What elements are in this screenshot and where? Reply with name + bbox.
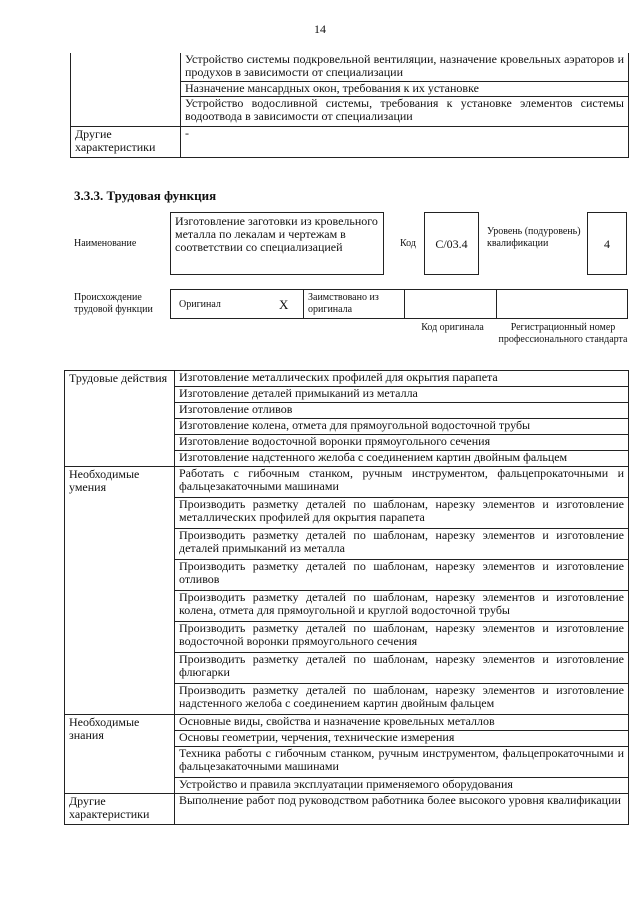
action-item: Изготовление деталей примыканий из металла <box>175 387 629 403</box>
action-item: Изготовление водосточной воронки прямоугольного сечения <box>175 435 629 451</box>
knowledge-item: Основы геометрии, черчения, технические измерения <box>175 731 629 747</box>
name-label: Наименование <box>74 238 137 249</box>
skill-item: Производить разметку деталей по шаблонам, нарезку элементов и изготовление водосточной воронки прямоугольного сечения <box>175 622 629 653</box>
skill-item: Производить разметку деталей по шаблонам, нарезку элементов и изготовление колена, отмета для прямоугольной и круглой водосточной трубы <box>175 591 629 622</box>
main-table <box>64 370 629 825</box>
level-value: 4 <box>587 212 627 275</box>
skill-item: Производить разметку деталей по шаблонам, нарезку элементов и изготовление металлических профилей для окрытия парапета <box>175 498 629 529</box>
original-label: Оригинал <box>179 299 221 310</box>
original-code-box <box>404 289 497 319</box>
action-item: Изготовление металлических профилей для окрытия парапета <box>175 371 629 387</box>
original-mark: Х <box>279 297 289 312</box>
function-name: Изготовление заготовки из кровельного металла по лекалам и чертежам в соответствии со специализацией <box>170 212 384 275</box>
section-title: 3.3.3. Трудовая функция <box>74 188 217 203</box>
original-box <box>170 289 304 319</box>
skill-item: Работать с гибочным станком, ручным инструментом, фальцепрокаточными и фальцезакаточными машинами <box>175 467 629 498</box>
skill-item: Производить разметку деталей по шаблонам, нарезку элементов и изготовление отливов <box>175 560 629 591</box>
skill-item: Производить разметку деталей по шаблонам, нарезку элементов и изготовление флюгарки <box>175 653 629 684</box>
actions-label: Трудовые действия <box>65 371 175 467</box>
skill-item: Производить разметку деталей по шаблонам, нарезку элементов и изготовление деталей примыканий из металла <box>175 529 629 560</box>
top-table-other-value: - <box>181 126 629 157</box>
top-table-empty-label <box>71 53 181 126</box>
action-item: Изготовление надстенного желоба с соединением картин двойным фальцем <box>175 451 629 467</box>
code-value: С/03.4 <box>424 212 479 275</box>
code-label: Код <box>400 238 416 249</box>
action-item: Изготовление колена, отмета для прямоугольной водосточной трубы <box>175 419 629 435</box>
top-table-row: Устройство системы подкровельной вентиляции, назначение кровельных аэраторов и продухов в зависимости от специализации <box>181 53 629 81</box>
action-item: Изготовление отливов <box>175 403 629 419</box>
skills-label: Необходимые умения <box>65 467 175 715</box>
knowledge-label: Необходимые знания <box>65 715 175 794</box>
knowledge-item: Техника работы с гибочным станком, ручным инструментом, фальцепрокаточными и фальцезакаточными машинами <box>175 747 629 778</box>
other-item: Выполнение работ под руководством работника более высокого уровня квалификации <box>175 794 629 825</box>
knowledge-item: Устройство и правила эксплуатации применяемого оборудования <box>175 778 629 794</box>
page-number: 14 <box>314 22 326 36</box>
borrowed-label: Заимствовано из оригинала <box>303 289 405 319</box>
top-table-other-label: Другие характеристики <box>71 126 181 157</box>
reg-number-box <box>496 289 628 319</box>
reg-caption: Регистрационный номер профессионального стандарта <box>498 322 628 345</box>
top-table-row: Назначение мансардных окон, требования к их установке <box>181 81 629 96</box>
top-table <box>70 53 629 158</box>
other-label: Другие характеристики <box>65 794 175 825</box>
skill-item: Производить разметку деталей по шаблонам, нарезку элементов и изготовление надстенного желоба с соединением картин двойным фальцем <box>175 684 629 715</box>
knowledge-item: Основные виды, свойства и назначение кровельных металлов <box>175 715 629 731</box>
code-caption: Код оригинала <box>421 322 484 333</box>
level-label: Уровень (подуровень) квалификации <box>487 226 581 249</box>
origin-label: Происхождение трудовой функции <box>74 292 153 315</box>
top-table-row: Устройство водосливной системы, требования к установке элементов системы водоотвода в зависимости от специализации <box>181 96 629 126</box>
